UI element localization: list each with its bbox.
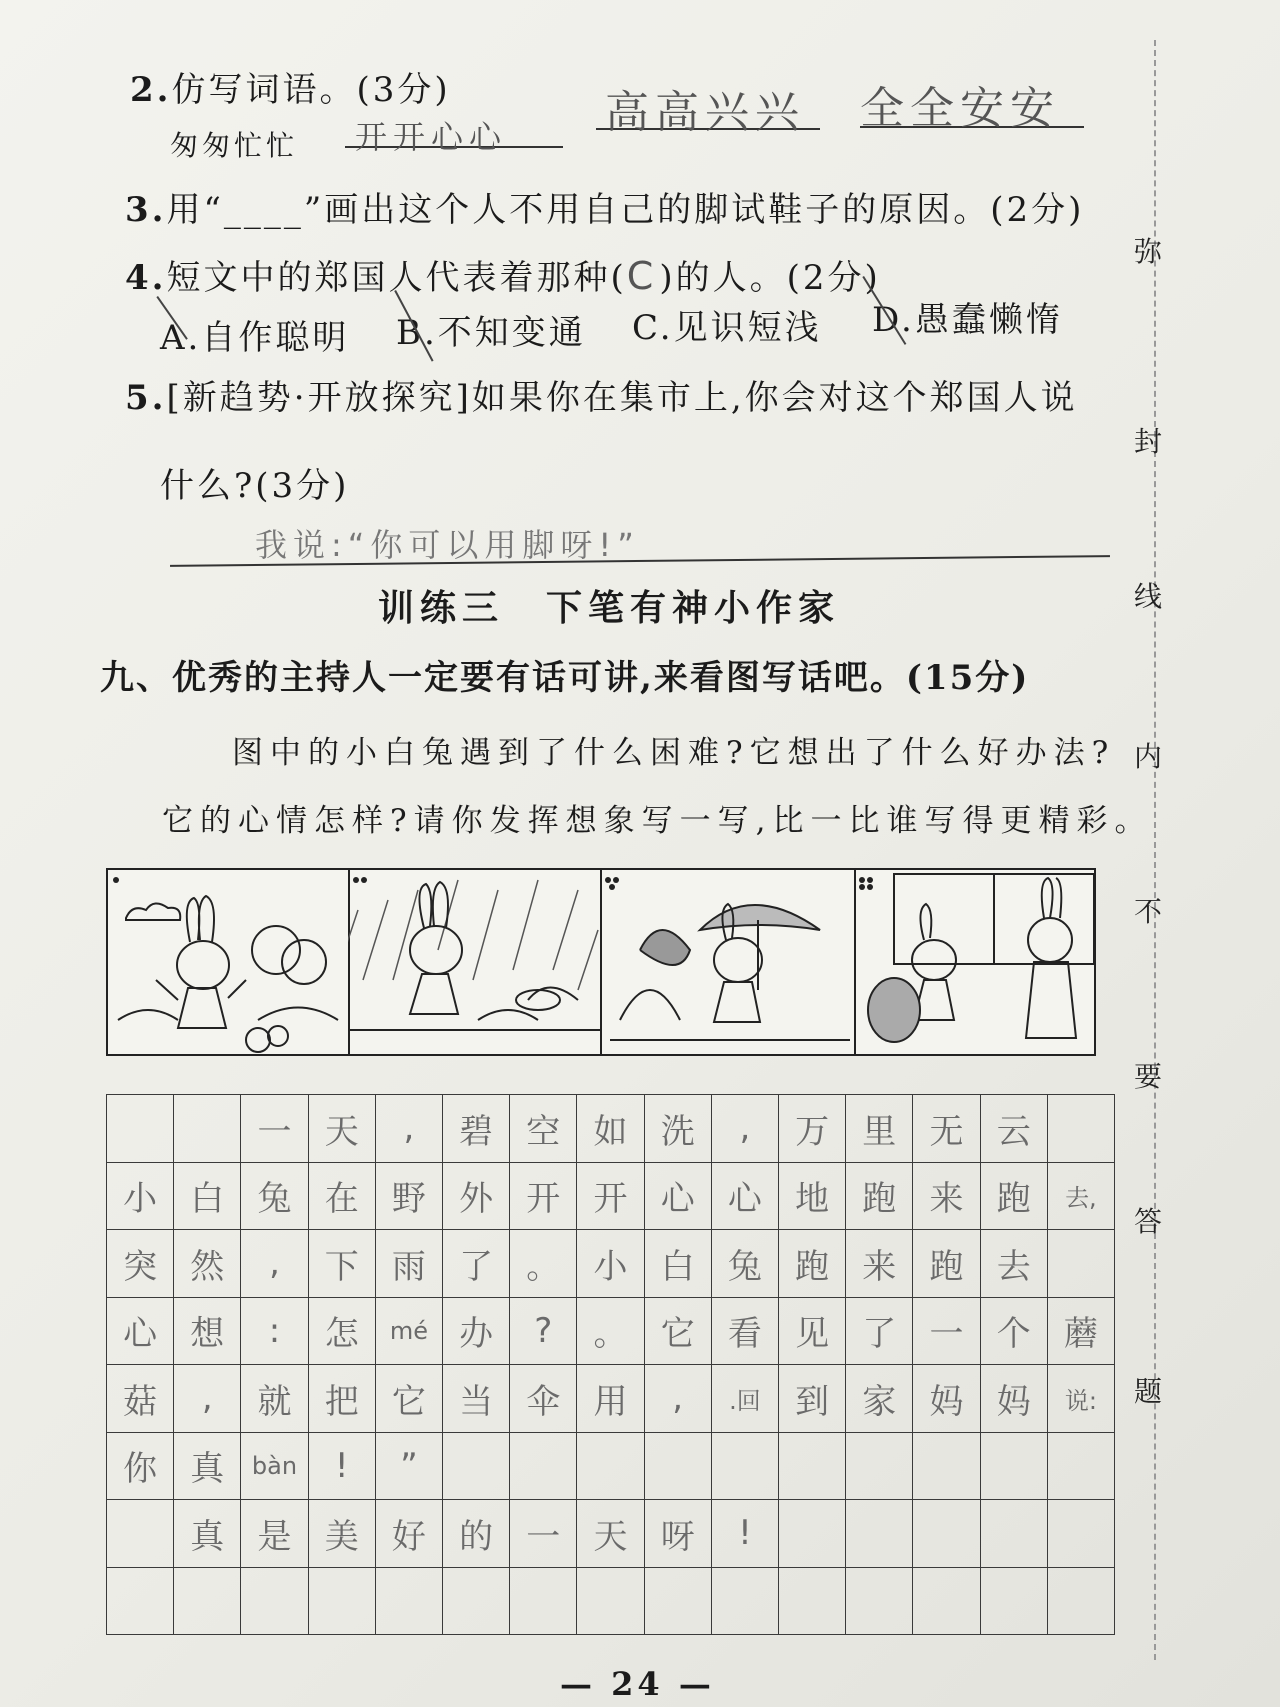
grid-cell[interactable]: 妈 xyxy=(980,1364,1048,1433)
writing-grid[interactable] xyxy=(106,1094,1114,1634)
grid-cell[interactable] xyxy=(442,1567,510,1636)
grid-cell[interactable]: 了 xyxy=(442,1229,510,1298)
question-3 xyxy=(125,182,1084,231)
grid-cell[interactable]: 跑 xyxy=(980,1162,1048,1231)
grid-cell[interactable]: 呀 xyxy=(644,1499,712,1568)
grid-cell[interactable]: 外 xyxy=(442,1162,510,1231)
grid-cell[interactable]: 用 xyxy=(576,1364,644,1433)
grid-cell[interactable]: 小 xyxy=(106,1162,174,1231)
prompt-line-2: 它的心情怎样?请你发挥想象写一写,比一比谁写得更精彩。 xyxy=(162,803,1153,839)
grid-cell[interactable] xyxy=(106,1094,174,1163)
grid-cell[interactable] xyxy=(711,1432,779,1501)
grid-cell[interactable]: 云 xyxy=(980,1094,1048,1163)
cloud-icon xyxy=(126,903,180,920)
seal-side-char: 要 xyxy=(1134,1060,1163,1093)
grid-cell[interactable]: 万 xyxy=(778,1094,846,1163)
grid-cell[interactable]: bàn xyxy=(240,1432,308,1501)
grid-cell[interactable] xyxy=(912,1567,980,1636)
grid-cell[interactable]: 美 xyxy=(308,1499,376,1568)
grid-cell[interactable] xyxy=(845,1499,913,1568)
picture-panel-3 xyxy=(600,870,856,1054)
grid-cell[interactable]: 。 xyxy=(576,1297,644,1366)
grid-cell[interactable]: 你 xyxy=(106,1432,174,1501)
grid-cell[interactable]: 把 xyxy=(308,1364,376,1433)
grid-cell[interactable]: 就 xyxy=(240,1364,308,1433)
grid-cell[interactable]: 了 xyxy=(845,1297,913,1366)
seal-side-char: 弥 xyxy=(1134,235,1163,268)
question-5-line-1: [新趋势·开放探究]如果你在集市上,你会对这个郑国人说 xyxy=(166,378,1078,418)
picture-panel-1 xyxy=(108,870,350,1054)
grid-cell[interactable]: .回 xyxy=(711,1364,779,1433)
option-b[interactable]: B.不知变通 xyxy=(396,313,586,353)
grid-cell[interactable] xyxy=(576,1432,644,1501)
seal-side-char: 不 xyxy=(1134,895,1163,928)
rabbit-mushroom-umbrella-illustration xyxy=(600,870,854,1054)
grid-cell[interactable]: , xyxy=(711,1094,779,1163)
grid-cell[interactable]: 怎 xyxy=(308,1297,376,1366)
section-heading: 九、优秀的主持人一定要有话可讲,来看图写话吧。(15分) xyxy=(100,658,1030,698)
grid-cell[interactable]: ! xyxy=(711,1499,779,1568)
grid-cell[interactable]: 碧 xyxy=(442,1094,510,1163)
grid-cell[interactable]: 地 xyxy=(778,1162,846,1231)
question-5-line-2: 什么?(3分) xyxy=(160,466,350,506)
prompt-line-1: 图中的小白兔遇到了什么困难?它想出了什么好办法? xyxy=(232,735,1116,771)
question-3-number: 3. xyxy=(125,190,167,230)
grid-cell[interactable] xyxy=(106,1567,174,1636)
grid-cell[interactable]: 看 xyxy=(711,1297,779,1366)
grid-cell[interactable] xyxy=(1047,1432,1115,1501)
grid-cell[interactable]: ” xyxy=(375,1432,443,1501)
grid-cell[interactable]: 一 xyxy=(240,1094,308,1163)
grid-cell[interactable] xyxy=(980,1499,1048,1568)
grid-cell[interactable] xyxy=(1047,1567,1115,1636)
grid-cell[interactable] xyxy=(509,1432,577,1501)
grid-cell[interactable]: 说: xyxy=(1047,1364,1115,1433)
question-4-answer[interactable]: C xyxy=(626,254,660,298)
grid-cell[interactable]: 当 xyxy=(442,1364,510,1433)
grid-cell[interactable]: 跑 xyxy=(845,1162,913,1231)
question-5 xyxy=(125,370,1078,419)
grid-cell[interactable]: 天 xyxy=(308,1094,376,1163)
grid-cell[interactable] xyxy=(644,1432,712,1501)
grid-cell[interactable]: 白 xyxy=(173,1162,241,1231)
question-5-number: 5. xyxy=(125,378,167,418)
grid-cell[interactable]: 菇 xyxy=(106,1364,174,1433)
grid-cell[interactable]: 洗 xyxy=(644,1094,712,1163)
section-title: 训练三 下笔有神小作家 xyxy=(378,587,841,629)
grid-cell[interactable]: 来 xyxy=(912,1162,980,1231)
grid-cell[interactable] xyxy=(644,1567,712,1636)
grid-cell[interactable]: 小 xyxy=(576,1229,644,1298)
grid-cell[interactable]: 的 xyxy=(442,1499,510,1568)
question-2-answer-3: 全全安安 xyxy=(860,83,1060,134)
question-4-number: 4. xyxy=(125,258,167,298)
grid-cell[interactable]: 去 xyxy=(980,1229,1048,1298)
grid-cell[interactable]: 天 xyxy=(576,1499,644,1568)
grid-cell[interactable]: 来 xyxy=(845,1229,913,1298)
grid-cell[interactable]: 野 xyxy=(375,1162,443,1231)
grid-cell[interactable]: 里 xyxy=(845,1094,913,1163)
question-2-text: 仿写词语。(3分) xyxy=(171,70,451,110)
seal-side-char: 内 xyxy=(1134,740,1163,773)
grid-cell[interactable] xyxy=(711,1567,779,1636)
grid-cell[interactable]: mé xyxy=(375,1297,443,1366)
grid-cell[interactable]: 无 xyxy=(912,1094,980,1163)
grid-cell[interactable]: , xyxy=(375,1094,443,1163)
grid-cell[interactable] xyxy=(375,1567,443,1636)
grid-cell[interactable]: 心 xyxy=(711,1162,779,1231)
grid-cell[interactable]: 想 xyxy=(173,1297,241,1366)
grid-cell[interactable] xyxy=(106,1499,174,1568)
grid-cell[interactable]: 个 xyxy=(980,1297,1048,1366)
grid-cell[interactable]: 然 xyxy=(173,1229,241,1298)
grid-cell[interactable] xyxy=(173,1567,241,1636)
grid-cell[interactable]: 好 xyxy=(375,1499,443,1568)
grid-cell[interactable]: ! xyxy=(308,1432,376,1501)
grid-cell[interactable]: 心 xyxy=(644,1162,712,1231)
grid-cell[interactable]: 伞 xyxy=(509,1364,577,1433)
grid-cell[interactable]: ? xyxy=(509,1297,577,1366)
grid-cell[interactable]: 兔 xyxy=(711,1229,779,1298)
question-2-answer-2: 高高兴兴 xyxy=(605,87,805,138)
question-2-number: 2. xyxy=(130,70,172,110)
grid-cell[interactable]: 家 xyxy=(845,1364,913,1433)
grid-cell[interactable] xyxy=(980,1432,1048,1501)
question-4-text-before: 短文中的郑国人代表着那种( xyxy=(166,258,627,298)
grid-cell[interactable] xyxy=(778,1432,846,1501)
rabbit-in-rain-illustration xyxy=(348,870,600,1054)
grid-cell[interactable] xyxy=(778,1499,846,1568)
grid-cell[interactable]: 下 xyxy=(308,1229,376,1298)
grid-cell[interactable]: , xyxy=(173,1364,241,1433)
grid-cell[interactable]: 蘑 xyxy=(1047,1297,1115,1366)
grid-cell[interactable] xyxy=(845,1567,913,1636)
grid-cell[interactable] xyxy=(173,1094,241,1163)
grid-cell[interactable] xyxy=(1047,1229,1115,1298)
grid-cell[interactable] xyxy=(912,1432,980,1501)
grid-cell[interactable] xyxy=(509,1567,577,1636)
page-number: — 24 — xyxy=(560,1665,715,1703)
grid-cell[interactable] xyxy=(912,1499,980,1568)
grid-cell[interactable] xyxy=(240,1567,308,1636)
question-4-text-after: )的人。(2分) xyxy=(659,258,881,298)
question-3-text: 用“____”画出这个人不用自己的脚试鞋子的原因。(2分) xyxy=(166,190,1085,230)
question-2-example: 匆匆忙忙 xyxy=(170,129,299,162)
grid-cell[interactable] xyxy=(576,1567,644,1636)
grid-cell[interactable]: 到 xyxy=(778,1364,846,1433)
grid-cell[interactable]: 它 xyxy=(644,1297,712,1366)
question-4 xyxy=(125,250,881,299)
grid-cell[interactable] xyxy=(778,1567,846,1636)
grid-cell[interactable] xyxy=(1047,1499,1115,1568)
grid-cell[interactable]: 跑 xyxy=(778,1229,846,1298)
grid-cell[interactable]: 心 xyxy=(106,1297,174,1366)
grid-cell[interactable]: 兔 xyxy=(240,1162,308,1231)
picture-strip xyxy=(106,868,1096,1056)
seal-side-char: 线 xyxy=(1134,580,1163,613)
grid-cell[interactable]: 开 xyxy=(509,1162,577,1231)
rabbit-home-with-mother-illustration xyxy=(854,870,1094,1054)
question-2 xyxy=(130,62,451,111)
seal-side-char: 答 xyxy=(1134,1205,1163,1238)
grid-cell[interactable]: 妈 xyxy=(912,1364,980,1433)
grid-cell[interactable]: , xyxy=(644,1364,712,1433)
grid-cell[interactable]: 白 xyxy=(644,1229,712,1298)
grid-cell[interactable] xyxy=(1047,1094,1115,1163)
grid-cell[interactable]: 办 xyxy=(442,1297,510,1366)
grid-cell[interactable]: 是 xyxy=(240,1499,308,1568)
grid-cell[interactable]: : xyxy=(240,1297,308,1366)
question-5-answer: 我说:“你可以用脚呀!” xyxy=(255,526,640,564)
grid-cell[interactable]: 雨 xyxy=(375,1229,443,1298)
picture-panel-4 xyxy=(854,870,1094,1054)
grid-cell[interactable]: 见 xyxy=(778,1297,846,1366)
grid-cell[interactable]: 它 xyxy=(375,1364,443,1433)
grid-cell[interactable]: 如 xyxy=(576,1094,644,1163)
grid-cell[interactable]: 一 xyxy=(509,1499,577,1568)
grid-cell[interactable]: 跑 xyxy=(912,1229,980,1298)
grid-cell[interactable]: 去, xyxy=(1047,1162,1115,1231)
rabbit-walking-illustration xyxy=(108,870,348,1054)
seal-side-char: 题 xyxy=(1134,1375,1163,1408)
grid-cell[interactable]: 。 xyxy=(509,1229,577,1298)
option-a[interactable]: A.自作聪明 xyxy=(160,318,350,358)
grid-cell[interactable]: 真 xyxy=(173,1499,241,1568)
picture-panel-2 xyxy=(348,870,602,1054)
grid-cell[interactable]: 一 xyxy=(912,1297,980,1366)
grid-cell[interactable]: 开 xyxy=(576,1162,644,1231)
seal-side-char: 封 xyxy=(1134,425,1163,458)
option-c[interactable]: C.见识短浅 xyxy=(632,308,822,348)
grid-cell[interactable] xyxy=(308,1567,376,1636)
option-d[interactable]: D.愚蠢懒惰 xyxy=(872,300,1063,340)
grid-cell[interactable] xyxy=(980,1567,1048,1636)
grid-cell[interactable] xyxy=(442,1432,510,1501)
grid-cell[interactable]: 在 xyxy=(308,1162,376,1231)
seal-dashed-line xyxy=(1154,40,1156,1660)
grid-cell[interactable] xyxy=(845,1432,913,1501)
grid-cell[interactable]: , xyxy=(240,1229,308,1298)
grid-cell[interactable]: 真 xyxy=(173,1432,241,1501)
grid-cell[interactable]: 空 xyxy=(509,1094,577,1163)
grid-cell[interactable]: 突 xyxy=(106,1229,174,1298)
question-2-answer-1: 开开心心 xyxy=(355,118,508,156)
